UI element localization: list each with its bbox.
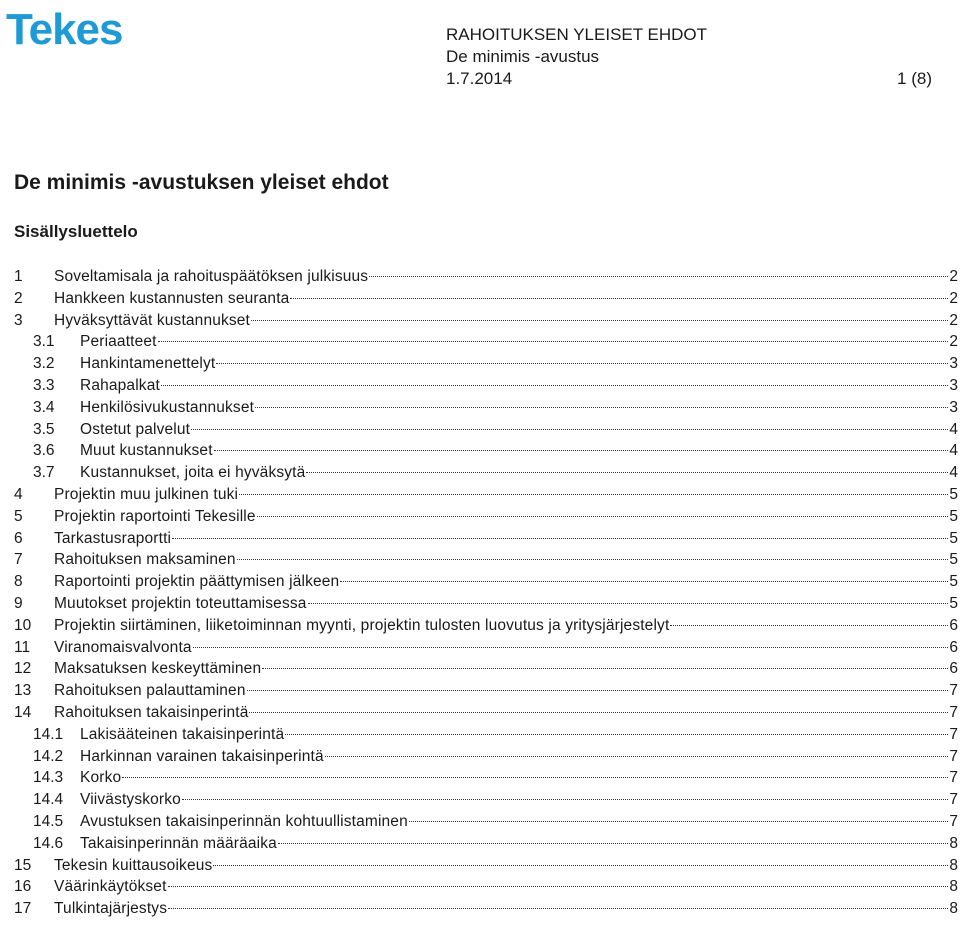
- toc-entry-page: 5: [949, 594, 958, 612]
- toc-entry-label: Ostetut palvelut: [80, 420, 191, 438]
- toc-entry-label: Rahoituksen palauttaminen: [54, 682, 246, 700]
- toc-entry[interactable]: [14, 528, 958, 550]
- toc-entry-number: 4: [14, 485, 23, 503]
- toc-entry[interactable]: [14, 811, 958, 833]
- toc-dot-leader: [172, 538, 948, 539]
- toc-entry-page: 4: [949, 464, 958, 482]
- toc-entry-number: 8: [14, 573, 23, 591]
- toc-dot-leader: [182, 799, 949, 800]
- toc-entry-number: 12: [14, 660, 32, 678]
- document-header: [446, 24, 707, 90]
- toc-entry[interactable]: [14, 593, 958, 615]
- toc-entry-page: 5: [949, 485, 958, 503]
- toc-entry-number: 11: [14, 638, 31, 656]
- toc-entry-label: Kustannukset, joita ei hyväksytä: [80, 464, 306, 482]
- toc-entry-number: 3.3: [33, 376, 55, 394]
- toc-dot-leader: [285, 734, 948, 735]
- toc-entry-number: 6: [14, 529, 23, 547]
- toc-entry-number: 15: [14, 856, 32, 874]
- toc-entry-number: 10: [14, 616, 32, 634]
- toc-entry-label: Viivästyskorko: [80, 791, 181, 809]
- toc-entry[interactable]: [14, 506, 958, 528]
- toc-entry-label: Raportointi projektin päättymisen jälkeen: [54, 573, 340, 591]
- toc-entry-number: 17: [14, 900, 32, 918]
- toc-entry-label: Väärinkäytökset: [54, 878, 167, 896]
- toc-entry[interactable]: [14, 462, 958, 484]
- toc-dot-leader: [237, 559, 949, 560]
- toc-dot-leader: [262, 668, 948, 669]
- toc-entry[interactable]: [14, 702, 958, 724]
- toc-dot-leader: [257, 516, 949, 517]
- toc-entry-label: Takaisinperinnän määräaika: [80, 834, 277, 852]
- toc-entry-number: 3.2: [33, 355, 55, 373]
- toc-entry-page: 3: [949, 355, 958, 373]
- toc-entry[interactable]: [14, 310, 958, 332]
- toc-entry-page: 6: [949, 638, 958, 656]
- toc-entry-number: 2: [14, 289, 23, 307]
- toc-entry-label: Projektin raportointi Tekesille: [54, 507, 256, 525]
- toc-entry-page: 7: [949, 769, 958, 787]
- toc-dot-leader: [168, 908, 948, 909]
- toc-dot-leader: [193, 647, 949, 648]
- toc-entry[interactable]: [14, 266, 958, 288]
- toc-entry-page: 2: [949, 289, 958, 307]
- toc-dot-leader: [191, 429, 948, 430]
- toc-entry-page: 7: [949, 682, 958, 700]
- toc-entry[interactable]: [14, 549, 958, 571]
- header-subtitle: De minimis -avustus: [446, 47, 600, 66]
- toc-entry-page: 8: [949, 900, 958, 918]
- toc-entry-page: 4: [949, 420, 958, 438]
- toc-entry-label: Rahoituksen takaisinperintä: [54, 703, 249, 721]
- toc-entry-label: Tekesin kuittausoikeus: [54, 856, 213, 874]
- toc-entry-number: 3.7: [33, 464, 55, 482]
- toc-entry-number: 7: [14, 551, 23, 569]
- toc-entry-number: 5: [14, 507, 23, 525]
- toc-entry-label: Soveltamisala ja rahoituspäätöksen julkisuus: [54, 268, 369, 285]
- toc-entry-label: Harkinnan varainen takaisinperintä: [80, 747, 324, 765]
- toc-entry[interactable]: [14, 833, 958, 855]
- toc-dot-leader: [255, 407, 948, 408]
- toc-entry-number: 3: [14, 311, 23, 329]
- toc-entry-label: Tulkintajärjestys: [54, 900, 168, 918]
- toc-dot-leader: [249, 712, 948, 713]
- toc-entry[interactable]: [14, 331, 958, 353]
- toc-entry-number: 3.4: [33, 398, 55, 416]
- toc-dot-leader: [214, 450, 949, 451]
- toc-dot-leader: [306, 472, 948, 473]
- toc-entry-page: 6: [949, 660, 958, 678]
- toc-dot-leader: [251, 320, 948, 321]
- toc-entry[interactable]: [14, 789, 958, 811]
- toc-dot-leader: [308, 603, 949, 604]
- toc-dot-leader: [325, 756, 949, 757]
- toc-dot-leader: [161, 385, 948, 386]
- toc-entry-label: Avustuksen takaisinperinnän kohtuullistaminen: [80, 812, 408, 830]
- tekes-logo: Tekes: [6, 5, 123, 54]
- toc-entry-label: Korko: [80, 769, 122, 787]
- toc-entry[interactable]: [14, 724, 958, 746]
- toc-entry-number: 16: [14, 878, 32, 896]
- toc-entry[interactable]: [14, 419, 958, 441]
- toc-entry-number: 14: [14, 703, 32, 721]
- toc-entry-page: 8: [949, 856, 958, 874]
- document-title: De minimis -avustuksen yleiset ehdot: [14, 171, 389, 194]
- toc-entry-page: 2: [949, 311, 958, 329]
- toc-dot-leader: [278, 843, 948, 844]
- toc-entry-page: 5: [949, 551, 958, 569]
- toc-entry[interactable]: [14, 855, 958, 877]
- toc-dot-leader: [158, 341, 949, 342]
- toc-entry-label: Rahapalkat: [80, 376, 160, 394]
- toc-entry-label: Muutokset projektin toteuttamisessa: [54, 594, 307, 612]
- toc-dot-leader: [168, 886, 949, 887]
- toc-entry-number: 3.1: [33, 333, 55, 351]
- toc-entry-number: 9: [14, 594, 23, 612]
- toc-entry-page: 7: [949, 725, 958, 743]
- toc-entry-page: 7: [949, 791, 958, 809]
- toc-entry-page: 5: [949, 507, 958, 525]
- toc-entry-page: 3: [949, 398, 958, 416]
- table-of-contents: [14, 266, 958, 920]
- toc-entry[interactable]: [14, 571, 958, 593]
- toc-dot-leader: [670, 625, 948, 626]
- toc-entry-page: 8: [949, 878, 958, 896]
- toc-entry-page: 7: [949, 703, 958, 721]
- toc-entry-page: 7: [949, 747, 958, 765]
- toc-dot-leader: [216, 363, 948, 364]
- toc-entry-label: Periaatteet: [80, 333, 157, 351]
- toc-entry-number: 14.4: [33, 791, 64, 809]
- toc-entry-label: Projektin muu julkinen tuki: [54, 485, 239, 503]
- toc-entry[interactable]: [14, 876, 958, 898]
- toc-entry-label: Muut kustannukset: [80, 442, 213, 460]
- toc-entry-number: 1: [14, 268, 23, 285]
- toc-dot-leader: [239, 494, 948, 495]
- toc-entry[interactable]: [14, 288, 958, 310]
- toc-entry-page: 6: [949, 616, 958, 634]
- toc-entry[interactable]: [14, 680, 958, 702]
- toc-entry[interactable]: [14, 375, 958, 397]
- toc-entry-number: 3.5: [33, 420, 55, 438]
- toc-entry-number: 14.5: [33, 812, 64, 830]
- toc-entry[interactable]: [14, 746, 958, 768]
- toc-entry[interactable]: [14, 767, 958, 789]
- toc-entry-label: Hankintamenettelyt: [80, 355, 216, 373]
- toc-dot-leader: [409, 821, 949, 822]
- toc-entry-number: 14.2: [33, 747, 64, 765]
- toc-entry[interactable]: [14, 898, 958, 920]
- toc-entry-number: 3.6: [33, 442, 55, 460]
- toc-entry-label: Tarkastusraportti: [54, 529, 172, 547]
- toc-dot-leader: [213, 865, 948, 866]
- toc-entry-page: 3: [949, 376, 958, 394]
- toc-entry-page: 2: [949, 333, 958, 351]
- toc-entry-label: Lakisääteinen takaisinperintä: [80, 725, 285, 743]
- toc-entry-number: 14.3: [33, 769, 64, 787]
- toc-entry[interactable]: [14, 658, 958, 680]
- toc-entry-label: Maksatuksen keskeyttäminen: [54, 660, 262, 678]
- toc-dot-leader: [340, 581, 948, 582]
- toc-entry[interactable]: [14, 440, 958, 462]
- toc-entry-page: 5: [949, 529, 958, 547]
- toc-entry-label: Hyväksyttävät kustannukset: [54, 311, 251, 329]
- toc-entry-page: 5: [949, 573, 958, 591]
- toc-entry-page: 4: [949, 442, 958, 460]
- toc-entry[interactable]: [14, 615, 958, 637]
- toc-entry-label: Hankkeen kustannusten seuranta: [54, 289, 290, 307]
- toc-entry-number: 14.1: [33, 725, 64, 743]
- toc-entry-number: 14.6: [33, 834, 64, 852]
- header-title: RAHOITUKSEN YLEISET EHDOT: [446, 25, 708, 44]
- toc-dot-leader: [247, 690, 949, 691]
- toc-entry-label: Henkilösivukustannukset: [80, 398, 255, 416]
- page-number: 1 (8): [897, 69, 932, 88]
- toc-entry-label: Viranomaisvalvonta: [54, 638, 192, 656]
- toc-dot-leader: [369, 276, 948, 277]
- toc-entry[interactable]: [14, 637, 958, 659]
- toc-entry-label: Rahoituksen maksaminen: [54, 551, 236, 569]
- toc-entry-label: Projektin siirtäminen, liiketoiminnan myynti, projektin tulosten luovutus ja yritysjärjestelyt: [54, 616, 670, 634]
- header-date: 1.7.2014: [446, 69, 513, 88]
- toc-entry-page: 7: [949, 812, 958, 830]
- toc-entry-page: 8: [949, 834, 958, 852]
- toc-dot-leader: [122, 777, 948, 778]
- toc-heading: Sisällysluettelo: [14, 222, 138, 241]
- toc-entry[interactable]: [14, 397, 958, 419]
- toc-dot-leader: [290, 298, 948, 299]
- toc-entry-number: 13: [14, 682, 32, 700]
- toc-entry-page: 2: [949, 268, 958, 285]
- toc-entry[interactable]: [14, 353, 958, 375]
- toc-entry[interactable]: [14, 484, 958, 506]
